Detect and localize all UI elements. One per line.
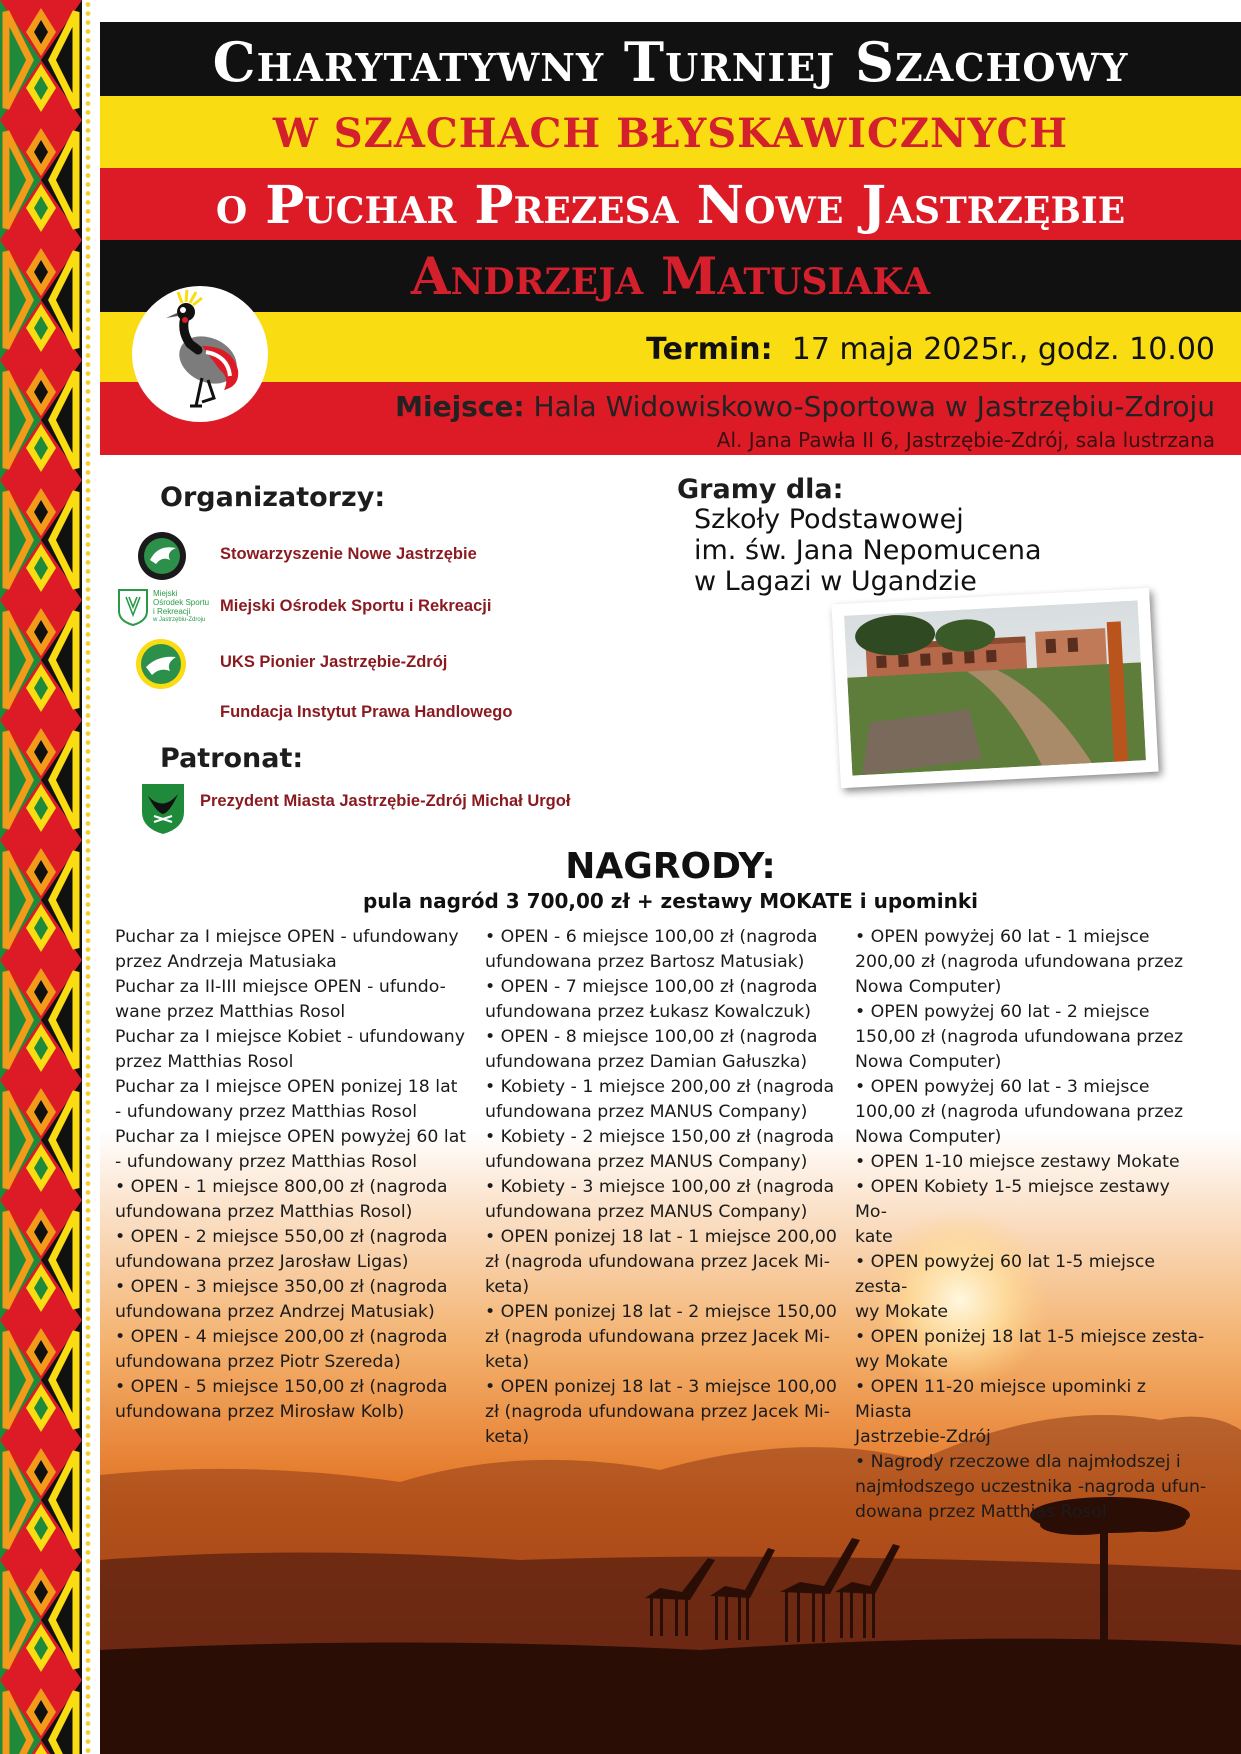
prize-item: Puchar za I miejsce OPEN ponizej 18 lat - ufundowany przez Matthias Rosol: [115, 1077, 458, 1122]
prize-item: • OPEN - 8 miejsce 100,00 zł (nagroda ufundowana przez Damian Gałuszka): [485, 1027, 818, 1072]
mosir-logo-text-3: i Rekreacji: [153, 607, 191, 616]
prize-item: • OPEN - 2 miejsce 550,00 zł (nagroda ufundowana przez Jarosław Ligas): [115, 1227, 448, 1272]
dotted-divider: [84, 0, 92, 1754]
event-date: [646, 332, 1215, 367]
mosir-logo-text-1: Miejski: [153, 589, 178, 598]
prize-item: • OPEN ponizej 18 lat - 1 miejsce 200,00 zł (nagroda ufundowana przez Jacek Mi- keta): [485, 1227, 837, 1297]
city-crest-icon: [140, 782, 186, 840]
prize-item: • Kobiety - 2 miejsce 150,00 zł (nagroda ufundowana przez MANUS Company): [485, 1127, 835, 1172]
pionier-logo-icon: [134, 637, 188, 695]
beneficiary-heading: Gramy dla:: [677, 474, 844, 505]
prize-item: Puchar za II-III miejsce OPEN - ufundo- wane przez Matthias Rosol: [115, 977, 446, 1022]
prizes-column-1: [115, 925, 467, 1425]
organizer-3: UKS Pionier Jastrzębie-Zdrój: [220, 653, 448, 671]
beneficiary-line-1: Szkoły Podstawowej: [694, 504, 964, 535]
prize-item: • OPEN ponizej 18 lat - 2 miejsce 150,00 zł (nagroda ufundowana przez Jacek Mi- keta): [485, 1302, 837, 1372]
place-label: Miejsce:: [395, 390, 525, 423]
beneficiary-text: [694, 504, 1042, 597]
prize-item: • OPEN ponizej 18 lat - 3 miejsce 100,00 zł (nagroda ufundowana przez Jacek Mi- keta): [485, 1377, 837, 1447]
date-value: 17 maja 2025r., godz. 10.00: [791, 332, 1215, 367]
place-address: Al. Jana Pawła II 6, Jastrzębie-Zdrój, sala lustrzana: [716, 428, 1215, 452]
organizer-2: Miejski Ośrodek Sportu i Rekreacji: [220, 597, 492, 615]
mosir-logo-text-2: Ośrodek Sportu: [153, 598, 210, 607]
prize-item: • OPEN - 1 miejsce 800,00 zł (nagroda ufundowana przez Matthias Rosol): [115, 1177, 448, 1222]
prize-item: Puchar za I miejsce OPEN powyżej 60 lat - ufundowany przez Matthias Rosol: [115, 1127, 467, 1172]
decorative-pattern-border: [0, 0, 82, 1754]
place-value: Hala Widowiskowo-Sportowa w Jastrzębiu-Zdroju: [533, 390, 1215, 423]
prize-item: • OPEN 11-20 miejsce upominki z Miasta Jastrzebie-Zdrój: [855, 1377, 1146, 1447]
beneficiary-line-2: im. św. Jana Nepomucena: [694, 535, 1042, 566]
crowned-crane-logo: [132, 286, 268, 422]
date-label: Termin:: [646, 332, 773, 367]
organizer-4: Fundacja Instytut Prawa Handlowego: [220, 703, 513, 721]
prize-item: • OPEN - 7 miejsce 100,00 zł (nagroda ufundowana przez Łukasz Kowalczuk): [485, 977, 818, 1022]
prize-item: • OPEN Kobiety 1-5 miejsce zestawy Mo- kate: [855, 1177, 1170, 1247]
prize-pool: pula nagród 3 700,00 zł + zestawy MOKATE i upominki: [362, 889, 978, 913]
page-title: Charytatywny Turniej Szachowy: [212, 30, 1129, 94]
prize-item: • OPEN poniżej 18 lat 1-5 miejsce zesta- wy Mokate: [855, 1327, 1205, 1372]
prize-item: • OPEN - 6 miejsce 100,00 zł (nagroda ufundowana przez Bartosz Matusiak): [485, 927, 818, 972]
prize-item: • OPEN powyżej 60 lat 1-5 miejsce zesta- wy Mokate: [855, 1252, 1156, 1322]
prize-item: Puchar za I miejsce Kobiet - ufundowany przez Matthias Rosol: [115, 1027, 465, 1072]
prize-item: • Kobiety - 3 miejsce 100,00 zł (nagroda ufundowana przez MANUS Company): [485, 1177, 835, 1222]
patronage-heading: Patronat:: [160, 743, 304, 774]
prizes-column-3: [855, 925, 1207, 1525]
prize-title: o Puchar Prezesa Nowe Jastrzębie: [215, 175, 1126, 236]
prize-item: • OPEN - 3 miejsce 350,00 zł (nagroda ufundowana przez Andrzej Matusiak): [115, 1277, 448, 1322]
prize-item: Puchar za I miejsce OPEN - ufundowany przez Andrzeja Matusiaka: [115, 927, 459, 972]
page-subtitle: W SZACHACH BŁYSKAWICZNYCH: [272, 110, 1069, 157]
prize-item: • Kobiety - 1 miejsce 200,00 zł (nagroda ufundowana przez MANUS Company): [485, 1077, 835, 1122]
mosir-logo-text-4: w Jastrzębiu-Zdroju: [153, 617, 206, 623]
prize-item: • OPEN - 4 miejsce 200,00 zł (nagroda ufundowana przez Piotr Szereda): [115, 1327, 448, 1372]
school-photo: [831, 588, 1158, 788]
patron: Prezydent Miasta Jastrzębie-Zdrój Michał Urgoł: [200, 792, 571, 810]
prize-item: • OPEN powyżej 60 lat - 2 miejsce 150,00 zł (nagroda ufundowana przez Nowa Computer): [855, 1002, 1184, 1072]
prize-item: • OPEN powyżej 60 lat - 3 miejsce 100,00 zł (nagroda ufundowana przez Nowa Computer): [855, 1077, 1184, 1147]
prizes-heading: NAGRODY:: [565, 846, 776, 887]
prize-item: • OPEN - 5 miejsce 150,00 zł (nagroda ufundowana przez Mirosław Kolb): [115, 1377, 448, 1422]
organizer-1: Stowarzyszenie Nowe Jastrzębie: [220, 545, 477, 563]
prize-item: • OPEN powyżej 60 lat - 1 miejsce 200,00 zł (nagroda ufundowana przez Nowa Computer): [855, 927, 1184, 997]
event-place: [395, 390, 1215, 423]
prizes-column-2: [485, 925, 837, 1450]
prize-item: • Nagrody rzeczowe dla najmłodszej i najmłodszego uczestnika -nagroda ufun- dowana przez Matthias Rosol: [855, 1452, 1207, 1522]
eagle-logo-icon: [136, 530, 188, 586]
prize-item: • OPEN 1-10 miejsce zestawy Mokate: [855, 1152, 1180, 1172]
organizers-heading: Organizatorzy:: [160, 482, 386, 513]
beneficiary-line-3: w Lagazi w Ugandzie: [694, 566, 977, 597]
prize-person-name: Andrzeja Matusiaka: [410, 247, 931, 307]
